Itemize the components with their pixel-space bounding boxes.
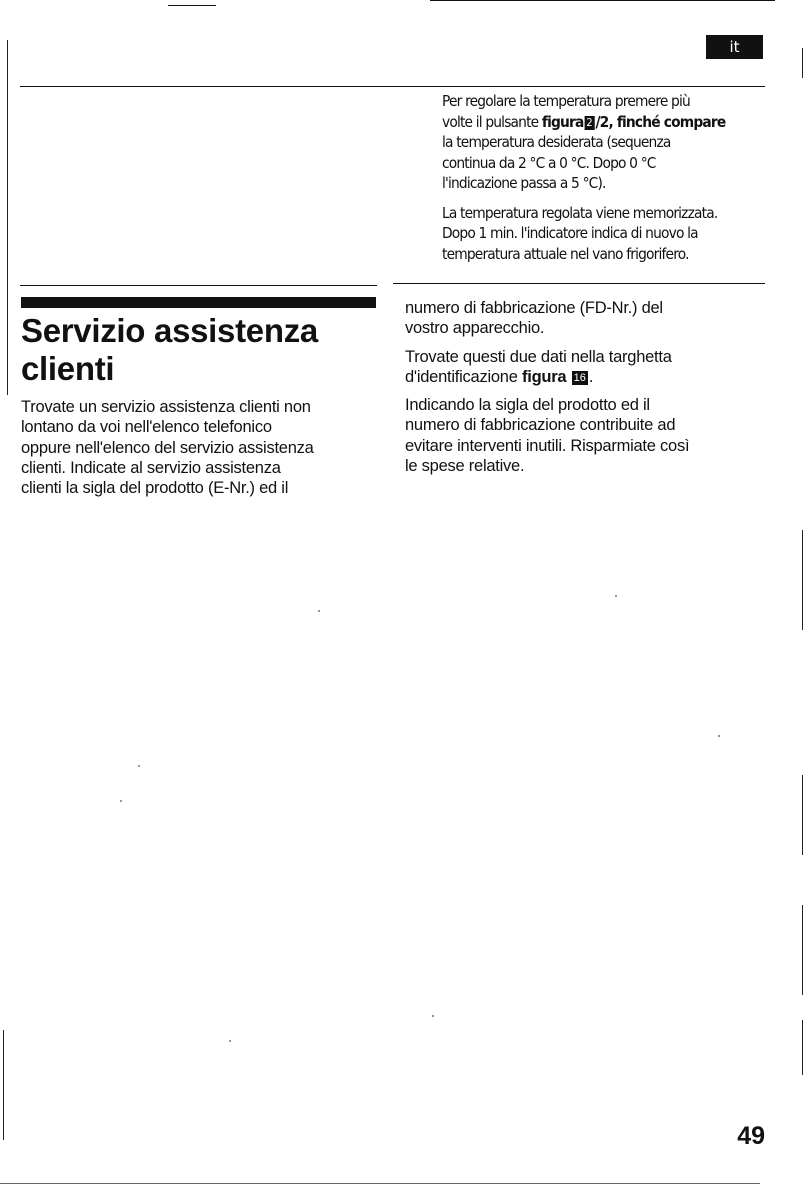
- right-edge-mark-1: [802, 530, 803, 630]
- right-edge-mark-3: [802, 905, 803, 995]
- right-p3-line-3: evitare interventi inutili. Risparmiate così: [405, 436, 690, 455]
- right-p2-line-1: Trovate questi due dati nella targhetta: [405, 347, 672, 366]
- figure-number-chip-2: 16: [573, 371, 586, 384]
- heading-bar: [21, 297, 376, 308]
- left-edge-mark: [3, 1030, 4, 1140]
- right-p3-line-1: Indicando la sigla del prodotto ed il: [405, 396, 650, 415]
- section-title: Servizio assistenza clienti: [21, 312, 318, 387]
- scan-speck: [318, 610, 320, 612]
- right-p1-line-1: numero di fabbricazione (FD-Nr.) del: [405, 299, 663, 317]
- scan-speck: [229, 1040, 231, 1042]
- bottom-rule: [0, 1183, 760, 1184]
- left-line-1: Trovate un servizio assistenza clienti non: [21, 398, 311, 416]
- section-divider-left: [20, 285, 377, 286]
- right-margin-bar: [802, 48, 803, 78]
- right-p3-line-2: numero di fabbricazione contribuite ad: [405, 416, 676, 435]
- figure-label-2: figura: [521, 367, 567, 386]
- right-p2-line-2: d'identificazione figura 16 .: [405, 367, 594, 386]
- right-edge-mark-4: [802, 1020, 803, 1075]
- figure-number-chip: 2: [586, 115, 593, 129]
- page-number: 49: [737, 1122, 765, 1150]
- top-left-rule: [168, 5, 216, 6]
- scan-speck: [432, 1015, 434, 1017]
- section-divider-right: [393, 283, 765, 284]
- instruction-line-2: volte il pulsante figura 2 /2, finché compare: [442, 112, 726, 131]
- memory-line-2: Dopo 1 min. l'indicatore indica di nuovo la: [442, 224, 698, 242]
- header-rule: [20, 86, 765, 87]
- instruction-line-4: continua da 2 °C a 0 °C. Dopo 0 °C: [442, 153, 656, 172]
- scan-speck: [120, 800, 122, 802]
- memory-line-3: temperatura attuale nel vano frigorifero.: [442, 244, 689, 263]
- right-p1-line-2: vostro apparecchio.: [405, 319, 545, 338]
- scan-speck: [615, 595, 617, 597]
- temperature-instructions: [442, 91, 746, 264]
- left-line-4: clienti. Indicate al servizio assistenza: [21, 458, 281, 477]
- language-tag: it: [706, 35, 763, 59]
- scan-speck: [718, 735, 720, 737]
- left-line-5: clienti la sigla del prodotto (E-Nr.) ed il: [21, 479, 289, 498]
- top-right-rule: [430, 0, 775, 1]
- instruction-line-5: l'indicazione passa a 5 °C).: [442, 174, 606, 192]
- scan-speck: [138, 765, 140, 767]
- right-edge-mark-2: [802, 775, 803, 855]
- left-line-3: oppure nell'elenco del servizio assistenza: [21, 438, 314, 457]
- memory-line-1: La temperatura regolata viene memorizzata.: [442, 203, 718, 222]
- left-line-2: lontano da voi nell'elenco telefonico: [21, 418, 272, 437]
- instruction-line-1: Per regolare la temperatura premere più: [442, 92, 690, 110]
- instruction-line-3: la temperatura desiderata (sequenza: [442, 133, 671, 151]
- right-column-text: [405, 298, 689, 476]
- figure-label: figura: [541, 112, 584, 131]
- left-margin-bar: [7, 40, 8, 395]
- right-p3-line-4: le spese relative.: [405, 457, 525, 476]
- left-column-text: [21, 397, 314, 498]
